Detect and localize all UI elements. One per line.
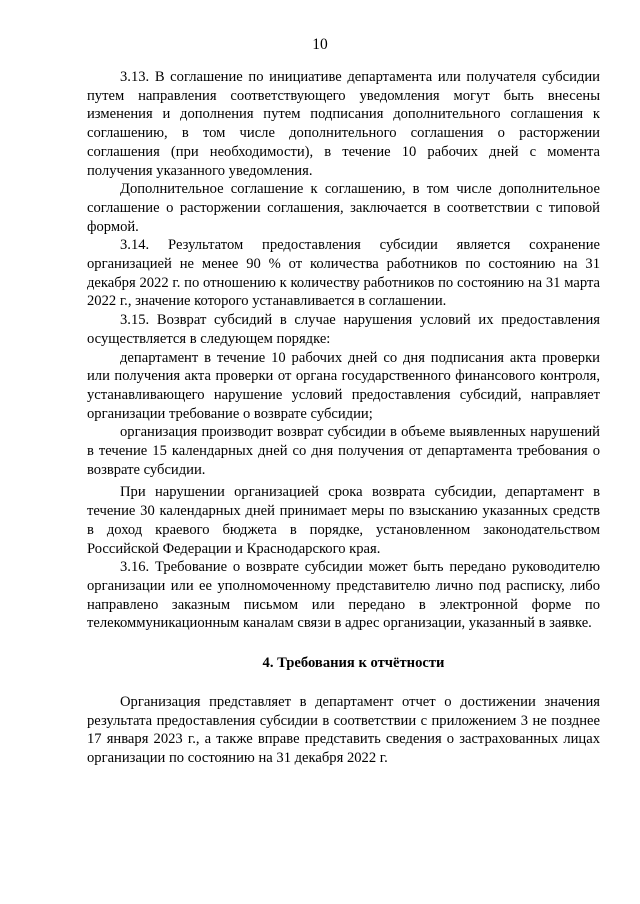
paragraph-3-15: 3.15. Возврат субсидий в случае нарушения условий их предоставления осуществляется в следующем порядке: xyxy=(87,312,600,347)
page-number: 10 xyxy=(312,36,328,53)
document-body xyxy=(87,68,600,768)
paragraph-3-14: 3.14. Результатом предоставления субсидии является сохранение организацией не менее 90 % от количества работников по состоянию на 31 декабря 2022 г. по отношению к количеству работников по состоянию на 31 марта 2022 г., значение которого устанавливается в соглашении. xyxy=(87,237,600,310)
paragraph-additional-agreement: Дополнительное соглашение к соглашению, в том числе дополнительное соглашение о расторжении соглашения, заключается в соответствии с типовой формой. xyxy=(87,181,600,235)
paragraph-3-16: 3.16. Требование о возврате субсидии может быть передано руководителю организации или ее уполномоченному представителю лично под расписку, либо направлено заказным письмом или передано в электронной форме по телекоммуникационным каналам связи в адрес организации, указанный в заявке. xyxy=(87,559,600,632)
paragraph-reporting: Организация представляет в департамент отчет о достижении значения результата предоставления субсидии в соответствии с приложением 3 не позднее 17 января 2023 г., а также вправе представить сведения о застрахованных лицах организации по состоянию на 31 декабря 2022 г. xyxy=(87,693,600,766)
paragraph-3-13: 3.13. В соглашение по инициативе департамента или получателя субсидии путем направления соответствующего уведомления могут быть внесены изменения и дополнения путем подписания дополнительного соглашения к соглашению, в том числе дополнительного соглашения о расторжении соглашения (при необходимости), в течение 10 рабочих дней с момента получения указанного уведомления. xyxy=(87,69,600,179)
section-heading-reporting: 4. Требования к отчётности xyxy=(262,655,445,672)
paragraph-refund-violation: При нарушении организацией срока возврата субсидии, департамент в течение 30 календарных дней принимает меры по взысканию указанных средств в доход краевого бюджета в порядке, установленном законодательством Российской Федерации и Краснодарского края. xyxy=(87,484,600,557)
paragraph-department-demand: департамент в течение 10 рабочих дней со дня подписания акта проверки или получения акта проверки от органа государственного финансового контроля, устанавливающего нарушение условий предоставления субсидий, направляет организации требование о возврате субсидии; xyxy=(87,349,600,422)
paragraph-organization-refund: организация производит возврат субсидии в объеме выявленных нарушений в течение 15 календарных дней со дня получения от департамента требования о возврате субсидии. xyxy=(87,424,600,478)
